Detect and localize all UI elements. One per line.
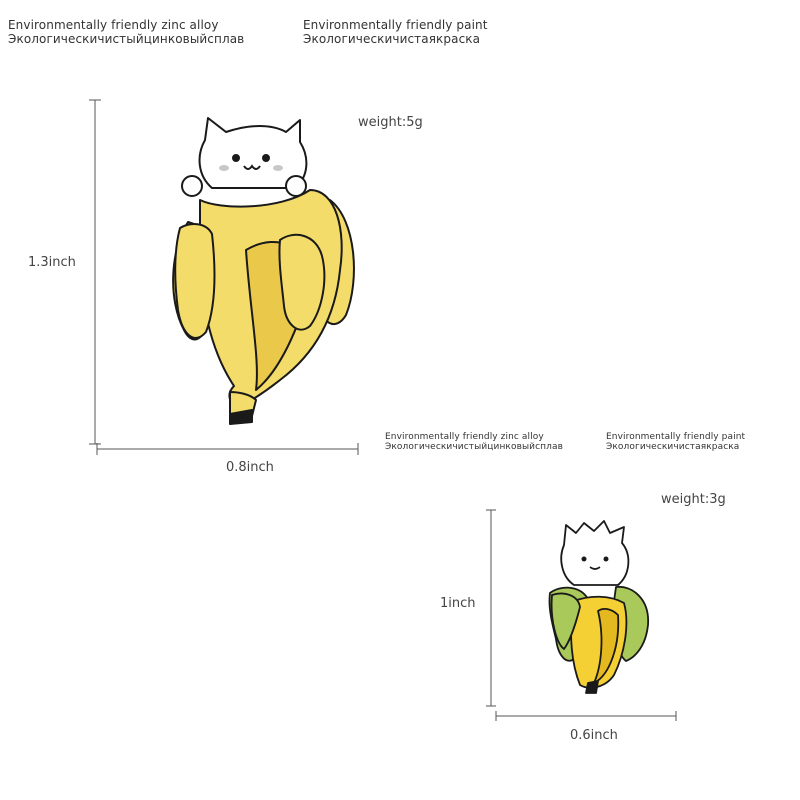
paint-label-ru: Экологическичистаякраска xyxy=(303,32,481,46)
banana-cat-pin-small xyxy=(540,515,660,695)
material-label-en-small: Environmentally friendly zinc alloy xyxy=(385,432,544,442)
small-width-label: 0.6inch xyxy=(570,728,618,743)
material-label-ru-small: Экологическичистыйцинковыйсплав xyxy=(385,442,564,452)
paint-label-en-small: Environmentally friendly paint xyxy=(606,432,746,442)
large-width-label: 0.8inch xyxy=(226,460,274,475)
large-height-label: 1.3inch xyxy=(28,255,76,270)
material-label-en: Environmentally friendly zinc alloy xyxy=(8,18,219,32)
material-label-ru: Экологическичистыйцинковыйсплав xyxy=(8,32,245,46)
large-weight-label: weight:5g xyxy=(358,115,423,130)
small-weight-label: weight:3g xyxy=(661,492,726,507)
paint-label-en: Environmentally friendly paint xyxy=(303,18,488,32)
paint-label-ru-small: Экологическичистаякраска xyxy=(606,442,740,452)
small-height-label: 1inch xyxy=(440,596,476,611)
banana-cat-pin-large xyxy=(160,110,380,450)
